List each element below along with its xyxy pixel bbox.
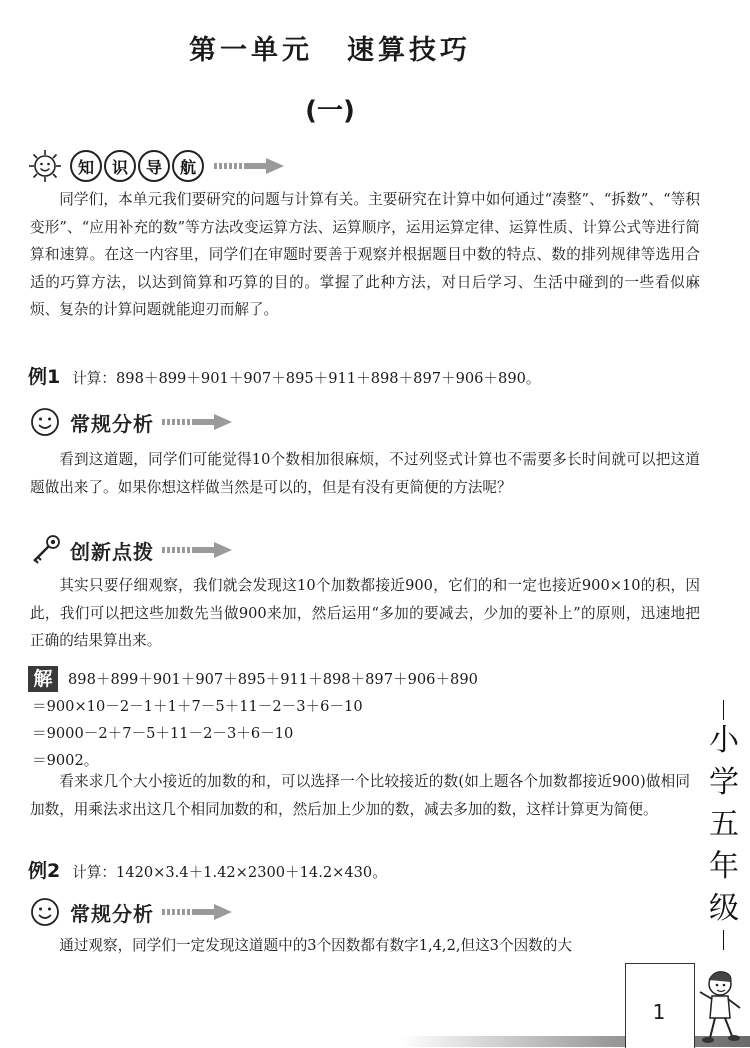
- analysis-2-heading: [28, 896, 232, 928]
- cartoon-kid-icon: [694, 968, 744, 1046]
- solution-line: ＝9000－2＋7－5＋11－2－3＋6－10: [32, 725, 294, 742]
- analysis-2-title: 常规分析: [70, 901, 154, 926]
- side-title-char: 小: [706, 720, 742, 762]
- smiley-icon: [28, 405, 62, 439]
- analysis-1-title: 常规分析: [70, 411, 154, 436]
- side-title-char: 级: [706, 888, 742, 930]
- knowledge-nav-heading: [28, 150, 284, 182]
- sun-icon: [28, 149, 62, 183]
- solution-line: ＝900×10－2－1＋1＋7－5＋11－2－3＋6－10: [32, 698, 363, 715]
- innovation-text: 其实只要仔细观察，我们就会发现这10个加数都接近900，它们的和一定也接近900×10的积，因此，我们可以把这些加数先当做900来加，然后运用“多加的要减去，少加的要补上”的原则，迅速地把正确的结果算出来。: [30, 577, 700, 649]
- analysis-2-text: 通过观察，同学们一定发现这道题中的3个因数都有数字1,4,2,但这3个因数的大: [59, 937, 572, 954]
- example-2: [28, 856, 387, 883]
- chapter-prefix: 第一单元: [189, 35, 313, 66]
- side-title-char: 年: [706, 846, 742, 888]
- solution-line: 898＋899＋901＋907＋895＋911＋898＋897＋906＋890: [68, 671, 478, 688]
- example-1-problem: 计算：898＋899＋901＋907＋895＋911＋898＋897＋906＋890。: [72, 370, 541, 387]
- solution-line: ＝9002。: [32, 752, 99, 769]
- solution-badge: 解: [28, 666, 58, 692]
- label-char: 识: [104, 150, 136, 182]
- arrow-right-icon: [162, 542, 232, 558]
- side-vertical-title: [706, 720, 742, 930]
- side-title-char: 五: [706, 804, 742, 846]
- label-char: 导: [138, 150, 170, 182]
- knowledge-paragraph: 同学们，本单元我们要研究的问题与计算有关。主要研究在计算中如何通过“凑整”、“拆数”、“等积变形”、“应用补充的数”等方法改变运算方法、运算顺序，运用运算定律、运算性质、计算公式等进行简算和速算。在这一内容里，同学们在审题时要善于观察并根据题目中数的特点、数的排列规律等选用合适的巧算方法，以达到简算和巧算的目的。掌握了此种方法，对日后学习、生活中碰到的一些看似麻烦、复杂的计算问题就能迎刃而解了。: [30, 191, 700, 318]
- example-1: [28, 362, 541, 389]
- side-title-char: 学: [706, 762, 742, 804]
- example-1-label: 例1: [28, 366, 61, 388]
- analysis-1-text: 看到这道题，同学们可能觉得10个数相加很麻烦，不过列竖式计算也不需要多长时间就可以把这道题做出来了。如果你想这样做当然是可以的，但是有没有更简便的方法呢？: [30, 451, 700, 496]
- arrow-right-icon: [162, 414, 232, 430]
- page-number: 1: [652, 1000, 666, 1024]
- part-title: (一): [305, 96, 355, 126]
- arrow-right-icon: [214, 158, 284, 174]
- innovation-heading: [28, 534, 232, 566]
- chapter-name: 速算技巧: [347, 35, 471, 66]
- label-char: 知: [70, 150, 102, 182]
- innovation-title: 创新点拨: [70, 539, 154, 564]
- example-2-problem: 计算：1420×3.4＋1.42×2300＋14.2×430。: [72, 864, 387, 881]
- analysis-1-heading: [28, 406, 232, 438]
- example-2-label: 例2: [28, 860, 61, 882]
- knowledge-nav-label: [70, 150, 206, 182]
- key-icon: [28, 533, 62, 567]
- chapter-title: [0, 28, 660, 67]
- arrow-right-icon: [162, 904, 232, 920]
- solution-summary: 看来求几个大小接近的加数的和，可以选择一个比较接近的数(如上题各个加数都接近900)做相同加数，用乘法求出这几个相同加数的和，然后加上少加的数，减去多加的数，这样计算更为简便。: [30, 773, 690, 818]
- label-char: 航: [172, 150, 204, 182]
- smiley-icon: [28, 895, 62, 929]
